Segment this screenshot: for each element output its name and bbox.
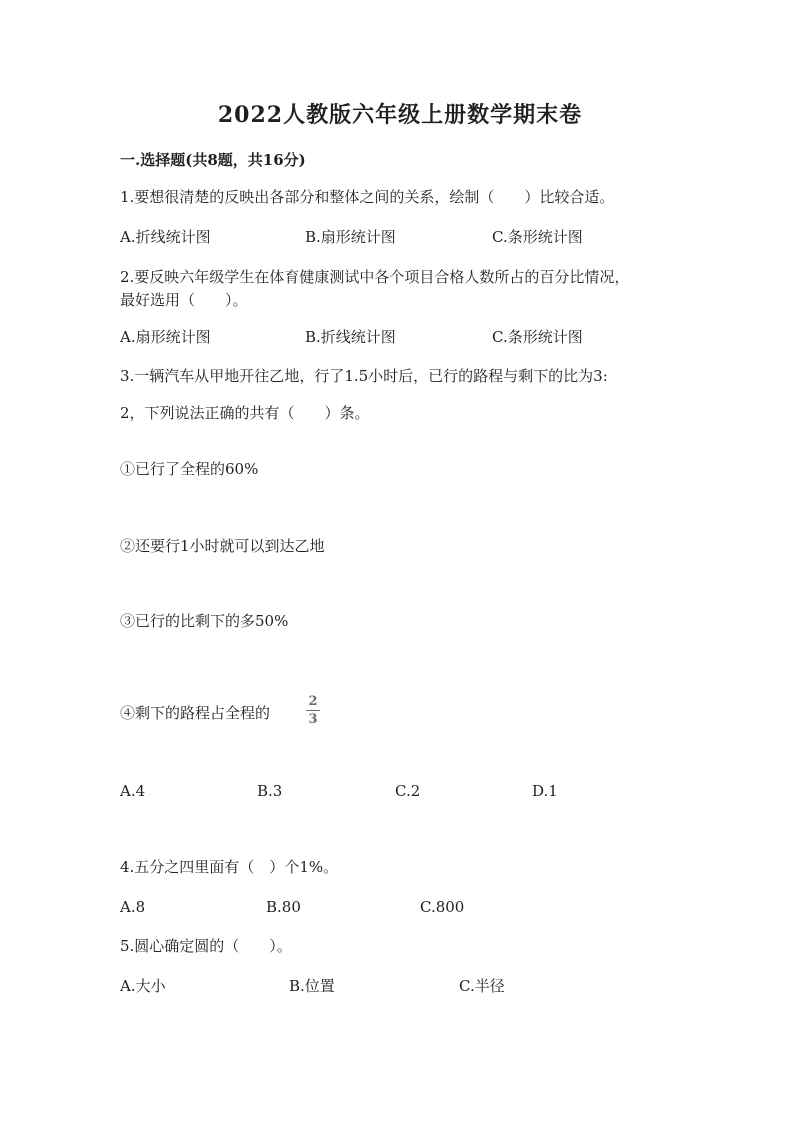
question-2-stem-line-2: 最好选用（ ）。 — [120, 291, 248, 309]
section-heading: 一.选择题(共8题，共16分) — [120, 151, 306, 169]
question-1-option-c: C.条形统计图 — [492, 228, 583, 246]
question-3-statement-2: ②还要行1小时就可以到达乙地 — [120, 537, 325, 555]
question-4-option-a: A.8 — [120, 898, 146, 916]
question-4-stem: 4.五分之四里面有（ ）个1%。 — [120, 858, 339, 876]
question-1-option-a: A.折线统计图 — [120, 228, 211, 246]
question-3-option-d: D.1 — [532, 782, 558, 800]
question-5-option-a: A.大小 — [120, 977, 166, 995]
page-title: 2022人教版六年级上册数学期末卷 — [217, 102, 583, 128]
question-5-option-b: B.位置 — [289, 977, 335, 995]
question-2-option-b: B.折线统计图 — [305, 328, 396, 346]
question-1-stem: 1.要想很清楚的反映出各部分和整体之间的关系，绘制（ ）比较合适。 — [120, 188, 615, 206]
question-3-option-a: A.4 — [120, 782, 146, 800]
question-3-option-c: C.2 — [395, 782, 421, 800]
question-5-option-c: C.半径 — [459, 977, 505, 995]
fraction-two-thirds — [303, 694, 323, 727]
question-2-stem-line-1: 2.要反映六年级学生在体育健康测试中各个项目合格人数所占的百分比情况， — [120, 268, 630, 286]
question-5-stem: 5.圆心确定圆的（ ）。 — [120, 937, 292, 955]
question-4-option-c: C.800 — [420, 898, 465, 916]
question-3-stem-line-1: 3.一辆汽车从甲地开往乙地，行了1.5小时后，已行的路程与剩下的比为3: — [120, 367, 608, 385]
question-2-option-a: A.扇形统计图 — [120, 328, 211, 346]
question-3-statement-1: ①已行了全程的60% — [120, 460, 259, 478]
question-3-statement-4: ④剩下的路程占全程的 — [120, 704, 271, 722]
fraction-numerator: 2 — [308, 694, 318, 709]
fraction-denominator: 3 — [308, 712, 318, 727]
question-3-option-b: B.3 — [257, 782, 283, 800]
question-3-statement-3: ③已行的比剩下的多50% — [120, 612, 289, 630]
fraction-bar — [306, 710, 320, 711]
question-3-stem-line-2: 2，下列说法正确的共有（ ）条。 — [120, 404, 370, 422]
question-1-option-b: B.扇形统计图 — [305, 228, 396, 246]
question-4-option-b: B.80 — [266, 898, 301, 916]
question-2-option-c: C.条形统计图 — [492, 328, 583, 346]
